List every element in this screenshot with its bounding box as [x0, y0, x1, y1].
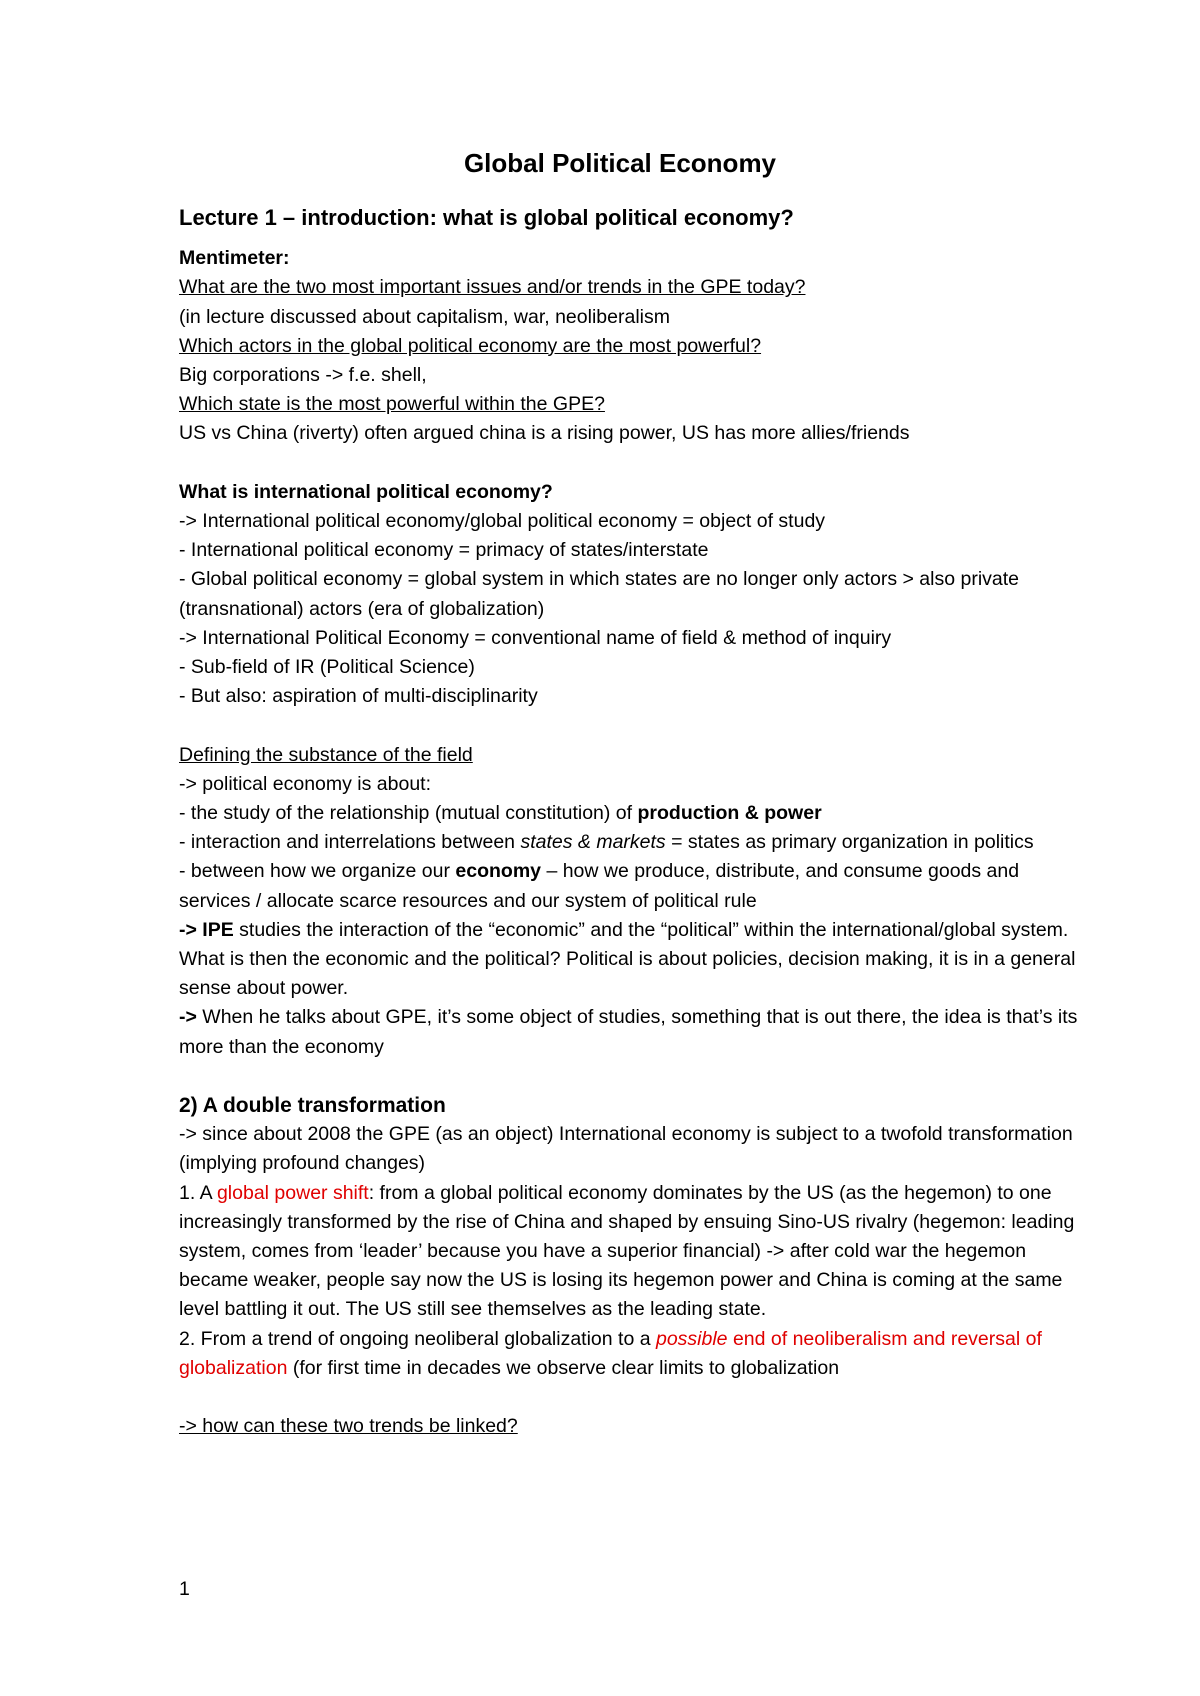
mentimeter-answer-2: Big corporations -> f.e. shell,	[179, 364, 427, 387]
lecture-heading: Lecture 1 – introduction: what is global political economy?	[179, 205, 794, 230]
ipe-line: - Global political economy = global system in which states are no longer only actors > also private (transnational) actors (era of globalization)	[179, 568, 1020, 620]
double-transformation-heading: 2) A double transformation	[179, 1094, 446, 1118]
document-body	[179, 203, 1079, 1441]
ipe-line: -> International political economy/global political economy = object of study	[179, 510, 826, 533]
double-line: -> since about 2008 the GPE (as an object) International economy is subject to a twofold transformation (implying profound changes)	[179, 1123, 1073, 1175]
ipe-heading: What is international political economy?	[179, 480, 553, 503]
mentimeter-question-3: Which state is the most powerful within the GPE?	[179, 393, 605, 416]
bold-term: production & power	[637, 802, 822, 825]
document-title: Global Political Economy	[463, 148, 777, 178]
red-term: global power shift	[216, 1181, 369, 1204]
mentimeter-question-2: Which actors in the global political economy are the most powerful?	[179, 334, 762, 357]
ipe-line: -> International Political Economy = conventional name of field & method of inquiry	[179, 626, 892, 649]
ipe-line: - But also: aspiration of multi-disciplinarity	[179, 685, 538, 708]
bold-term: economy	[455, 860, 542, 883]
mentimeter-answer-3: US vs China (riverty) often argued china is a rising power, US has more allies/friends	[179, 422, 910, 445]
red-term: end of neoliberalism and reversal of globalization	[179, 1327, 1042, 1379]
italic-term: states & markets	[520, 831, 666, 854]
red-italic-term: possible	[655, 1327, 728, 1350]
ipe-line: - International political economy = primacy of states/interstate	[179, 539, 709, 562]
ipe-line: - Sub-field of IR (Political Science)	[179, 656, 475, 679]
page-number: 1	[179, 1578, 190, 1600]
bold-arrow: ->	[179, 1006, 197, 1029]
defining-line: - the study of the relationship (mutual constitution) of production & power	[179, 802, 822, 825]
mentimeter-answer-1: (in lecture discussed about capitalism, war, neoliberalism	[179, 305, 670, 328]
bold-term: -> IPE	[179, 918, 234, 941]
defining-heading: Defining the substance of the field	[179, 743, 473, 766]
mentimeter-heading: Mentimeter:	[179, 247, 290, 270]
defining-line: -> IPE studies the interaction of the “economic” and the “political” within the international/global system. What is then the economic and the political? Political is about policies, decision making, it is in a general sense about power.	[179, 918, 1076, 1000]
defining-line: - interaction and interrelations between states & markets = states as primary organization in politics	[179, 831, 1034, 854]
defining-line: - between how we organize our economy – how we produce, distribute, and consume goods and services / allocate scarce resources and our system of political rule	[179, 860, 1020, 912]
mentimeter-question-1: What are the two most important issues and/or trends in the GPE today?	[179, 276, 806, 299]
double-point-2: 2. From a trend of ongoing neoliberal globalization to a possible end of neoliberalism and reversal of globalization (for first time in decades we observe clear limits to globalization	[179, 1327, 1042, 1379]
defining-line: -> political economy is about:	[179, 772, 432, 795]
double-point-1: 1. A global power shift: from a global political economy dominates by the US (as the hegemon) to one increasingly transformed by the rise of China and shaped by ensuing Sino-US rivalry (hegemon: leading system, comes from ‘leader’ because you have a superior financial) -> after cold war the hegemon became weaker, people say now the US is losing its hegemon power and China is coming at the same level battling it out. The US still see themselves as the leading state.	[179, 1181, 1075, 1321]
defining-line: -> When he talks about GPE, it’s some object of studies, something that is out there, the idea is that’s its more than the economy	[179, 1006, 1078, 1058]
link-question: -> how can these two trends be linked?	[179, 1415, 518, 1438]
